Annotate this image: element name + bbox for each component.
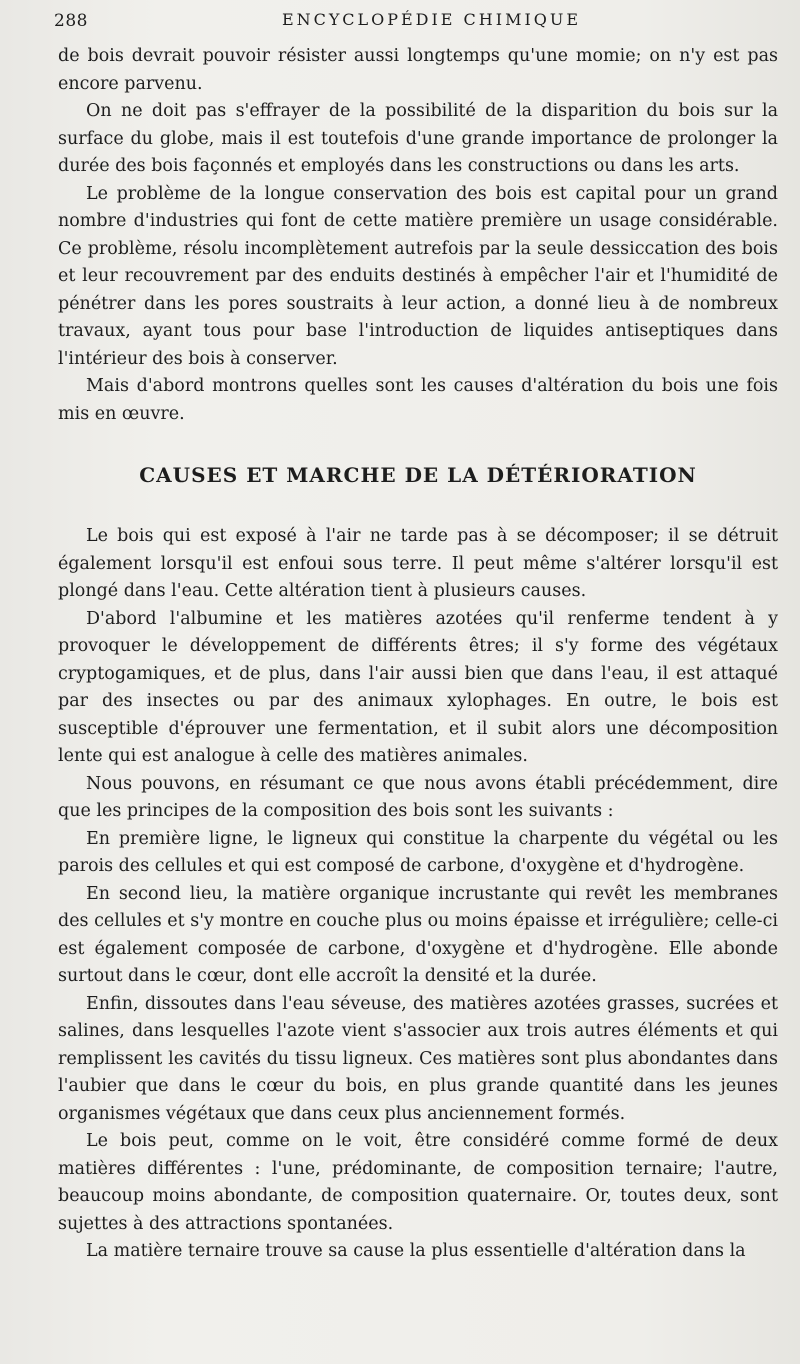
- paragraph: On ne doit pas s'effrayer de la possibilité de la disparition du bois sur la surface du globe, mais il est toutefois d'une grande importance de prolonger la durée des bois façonnés et employés dans les constructions ou dans les arts.: [58, 101, 778, 176]
- paragraph: Le problème de la longue conservation des bois est capital pour un grand nombre d'industries qui font de cette matière première un usage considérable. Ce problème, résolu incomplètement autrefois par la seule dessiccation des bois et leur recouvrement par des enduits destinés à empêcher l'air et l'humidité de pénétrer dans les pores soustraits à leur action, a donné lieu à de nombreux travaux, ayant tous pour base l'introduction de liquides antiseptiques dans l'intérieur des bois à conserver.: [58, 183, 778, 369]
- page-number: 288: [54, 11, 88, 31]
- text-block-top: [58, 43, 778, 428]
- paragraph: En première ligne, le ligneux qui constitue la charpente du végétal ou les parois des cellules et qui est composé de carbone, d'oxygène et d'hydrogène.: [58, 828, 778, 876]
- paragraph: Le bois peut, comme on le voit, être considéré comme formé de deux matières différentes : l'une, prédominante, de composition ternaire; l'autre, beaucoup moins abondante, de composition quaternaire. Or, toutes deux, sont sujettes à des attractions spontanées.: [58, 1131, 778, 1234]
- paragraph: Nous pouvons, en résumant ce que nous avons établi précédemment, dire que les principes de la composition des bois sont les suivants :: [58, 773, 778, 821]
- paragraph: D'abord l'albumine et les matières azotées qu'il renferme tendent à y provoquer le développement de différents êtres; il s'y forme des végétaux cryptogamiques, et de plus, dans l'air aussi bien que dans l'eau, il est attaqué par des insectes ou par des animaux xylophages. En outre, le bois est susceptible d'éprouver une fermentation, et il subit alors une décomposition lente qui est analogue à celle des matières animales.: [58, 608, 778, 766]
- paragraph: Le bois qui est exposé à l'air ne tarde pas à se décomposer; il se détruit également lorsqu'il est enfoui sous terre. Il peut même s'altérer lorsqu'il est plongé dans l'eau. Cette altération tient à plusieurs causes.: [58, 526, 778, 601]
- paragraph: La matière ternaire trouve sa cause la plus essentielle d'altération dans la: [86, 1241, 746, 1261]
- paragraph: En second lieu, la matière organique incrustante qui revêt les membranes des cellules et s'y montre en couche plus ou moins épaisse et irrégulière; celle-ci est également composée de carbone, d'oxygène et d'hydrogène. Elle abonde surtout dans le cœur, dont elle accroît la densité et la durée.: [58, 883, 778, 986]
- paragraph: Enfin, dissoutes dans l'eau séveuse, des matières azotées grasses, sucrées et salines, dans lesquelles l'azote vient s'associer aux trois autres éléments et qui remplissent les cavités du tissu ligneux. Ces matières sont plus abondantes dans l'aubier que dans le cœur du bois, en plus grande quantité dans les jeunes organismes végétaux que dans ceux plus anciennement formés.: [58, 993, 778, 1124]
- running-head: [54, 8, 754, 36]
- text-block-bottom: [58, 523, 778, 1266]
- running-title: ENCYCLOPÉDIE CHIMIQUE: [282, 10, 582, 29]
- section-heading: CAUSES ET MARCHE DE LA DÉTÉRIORATION: [139, 463, 697, 487]
- paragraph: Mais d'abord montrons quelles sont les causes d'altération du bois une fois mis en œuvre.: [58, 376, 778, 424]
- paragraph: de bois devrait pouvoir résister aussi longtemps qu'une momie; on n'y est pas encore parvenu.: [58, 46, 778, 94]
